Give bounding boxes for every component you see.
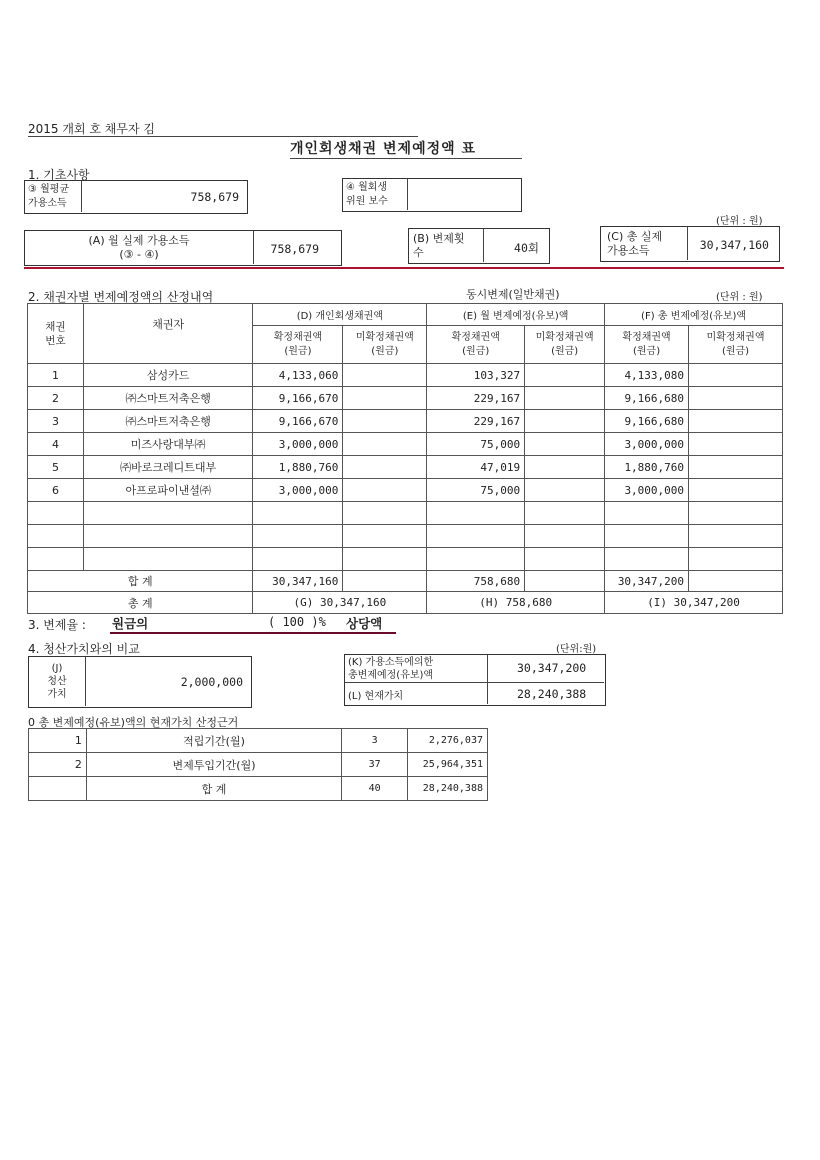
amount-cell	[525, 456, 605, 479]
empty-cell	[28, 548, 84, 571]
L-value: 28,240,388	[517, 687, 587, 701]
sum-F: 30,347,200	[605, 571, 689, 592]
empty-cell	[525, 548, 605, 571]
amount-cell	[343, 456, 427, 479]
table-row	[28, 364, 783, 387]
amount-cell	[343, 433, 427, 456]
pv-table	[28, 728, 488, 801]
J-value: 2,000,000	[180, 675, 243, 689]
creditor-name: ㈜스마트저축은행	[83, 387, 253, 410]
total-label: 총 계	[28, 592, 253, 614]
creditor-table	[27, 303, 783, 614]
K-label: (K) 가용소득에의한 총변제예정(유보)액	[348, 657, 434, 681]
creditor-no: 5	[28, 456, 84, 479]
amount-cell	[689, 433, 783, 456]
monthly-avg-income-label: ③ 월평균 가용소득	[28, 184, 70, 209]
section4-unit: (단위:원)	[556, 644, 597, 655]
amount-cell: 103,327	[427, 364, 525, 387]
sum-E2	[525, 571, 605, 592]
A-box	[24, 230, 342, 266]
section1-title: 1. 기초사항	[28, 168, 90, 182]
creditor-name: 아프로파이낸셜㈜	[83, 479, 253, 502]
pv-label: 합 계	[86, 777, 341, 801]
creditor-name: ㈜스마트저축은행	[83, 410, 253, 433]
table-row	[28, 502, 783, 525]
B-box	[408, 228, 550, 264]
cell-divider	[253, 231, 254, 264]
creditor-name: 미즈사랑대부㈜	[83, 433, 253, 456]
section3-line	[28, 616, 86, 633]
amount-cell	[343, 387, 427, 410]
pv-row	[29, 729, 488, 753]
empty-cell	[427, 548, 525, 571]
amount-cell: 75,000	[427, 479, 525, 502]
empty-cell	[689, 502, 783, 525]
L-label: (L) 현재가치	[348, 691, 404, 702]
sub-header-confirmed: 확정채권액 (원금)	[605, 326, 689, 364]
amount-cell: 4,133,060	[253, 364, 343, 387]
table-row	[28, 410, 783, 433]
empty-cell	[689, 548, 783, 571]
pv-value: 25,964,351	[408, 753, 488, 777]
repayment-suffix: 상당액	[346, 616, 383, 631]
pv-title: 0 총 변제예정(유보)액의 현재가치 산정근거	[28, 716, 239, 729]
table-row	[28, 387, 783, 410]
amount-cell	[343, 364, 427, 387]
total-G: (G) 30,347,160	[253, 592, 427, 614]
section2-title: 2. 채권자별 변제예정액의 산정내역	[28, 290, 214, 304]
monthly-avg-income-value: 758,679	[190, 190, 239, 204]
creditor-name: 삼성카드	[83, 364, 253, 387]
case-number-line: 2015 개회 호 채무자 김	[28, 122, 155, 136]
amount-cell	[689, 364, 783, 387]
pv-value: 28,240,388	[408, 777, 488, 801]
repayment-rate: ( 100 )%	[268, 615, 326, 629]
table-row	[28, 548, 783, 571]
amount-cell: 4,133,080	[605, 364, 689, 387]
amount-cell	[689, 456, 783, 479]
A-value: 758,679	[270, 242, 319, 256]
amount-cell: 3,000,000	[605, 479, 689, 502]
K-value: 30,347,200	[517, 661, 587, 675]
col-F-header: (F) 총 변제예정(유보)액	[605, 304, 783, 326]
creditor-no: 2	[28, 387, 84, 410]
KL-box	[344, 654, 606, 706]
amount-cell	[689, 479, 783, 502]
amount-cell: 1,880,760	[605, 456, 689, 479]
empty-cell	[253, 525, 343, 548]
creditor-name: ㈜바로크레디트대부	[83, 456, 253, 479]
pv-months: 3	[342, 729, 408, 753]
B-value: 40회	[514, 241, 539, 255]
empty-cell	[525, 525, 605, 548]
creditor-no: 6	[28, 479, 84, 502]
amount-cell: 47,019	[427, 456, 525, 479]
sum-label: 합 계	[28, 571, 253, 592]
amount-cell	[525, 479, 605, 502]
amount-cell: 9,166,680	[605, 410, 689, 433]
C-value: 30,347,160	[699, 238, 769, 252]
J-label: (J) 청산 가치	[47, 663, 67, 700]
empty-cell	[605, 548, 689, 571]
cell-divider	[487, 655, 488, 704]
table-row	[28, 433, 783, 456]
amount-cell	[343, 410, 427, 433]
col-D-header: (D) 개인회생채권액	[253, 304, 427, 326]
repayment-basis: 원금의	[112, 616, 149, 631]
repayment-rate-prefix: 3. 변제율 :	[28, 618, 86, 632]
sub-header-confirmed: 확정채권액 (원금)	[253, 326, 343, 364]
C-label: (C) 총 실제 가용소득	[607, 230, 663, 257]
document-title: 개인회생채권 변제예정액 표	[290, 141, 477, 157]
amount-cell	[525, 410, 605, 433]
empty-cell	[427, 502, 525, 525]
empty-cell	[343, 502, 427, 525]
sub-header-unconfirmed: 미확정채권액 (원금)	[525, 326, 605, 364]
total-H: (H) 758,680	[427, 592, 605, 614]
amount-cell: 229,167	[427, 410, 525, 433]
sum-F2	[689, 571, 783, 592]
sub-header-confirmed: 확정채권액 (원금)	[427, 326, 525, 364]
section1-unit: (단위 : 원)	[716, 216, 763, 227]
sub-header-unconfirmed: 미확정채권액 (원금)	[689, 326, 783, 364]
row-divider	[345, 682, 604, 683]
J-box	[28, 656, 252, 708]
amount-cell: 75,000	[427, 433, 525, 456]
empty-cell	[525, 502, 605, 525]
empty-cell	[253, 548, 343, 571]
col-no-header: 채권 번호	[28, 304, 84, 364]
col-creditor-header: 채권자	[83, 304, 253, 364]
A-label: (A) 월 실제 가용소득 (③ - ④)	[88, 234, 190, 261]
cell-divider	[407, 179, 408, 210]
C-box	[600, 226, 780, 262]
header-underline	[28, 136, 418, 137]
amount-cell: 3,000,000	[605, 433, 689, 456]
section4-title: 4. 청산가치와의 비교	[28, 642, 140, 656]
creditor-no: 4	[28, 433, 84, 456]
creditor-no: 1	[28, 364, 84, 387]
cell-divider	[483, 229, 484, 262]
empty-cell	[253, 502, 343, 525]
red-divider	[24, 267, 784, 269]
creditor-no: 3	[28, 410, 84, 433]
amount-cell: 3,000,000	[253, 479, 343, 502]
amount-cell: 1,880,760	[253, 456, 343, 479]
table-row	[28, 525, 783, 548]
sum-D: 30,347,160	[253, 571, 343, 592]
empty-cell	[605, 502, 689, 525]
pv-row	[29, 753, 488, 777]
empty-cell	[427, 525, 525, 548]
trustee-fee-box	[342, 178, 522, 212]
pv-row	[29, 777, 488, 801]
amount-cell	[689, 387, 783, 410]
amount-cell: 9,166,680	[605, 387, 689, 410]
sum-E: 758,680	[427, 571, 525, 592]
total-I: (I) 30,347,200	[605, 592, 783, 614]
amount-cell: 9,166,670	[253, 410, 343, 433]
empty-cell	[689, 525, 783, 548]
amount-cell: 229,167	[427, 387, 525, 410]
pv-months: 37	[342, 753, 408, 777]
cell-divider	[81, 181, 82, 212]
empty-cell	[343, 548, 427, 571]
amount-cell: 3,000,000	[253, 433, 343, 456]
empty-cell	[83, 525, 253, 548]
monthly-avg-income-box	[24, 180, 248, 214]
empty-cell	[605, 525, 689, 548]
pv-no: 2	[29, 753, 87, 777]
pv-months: 40	[342, 777, 408, 801]
empty-cell	[28, 525, 84, 548]
B-label: (B) 변제횟 수	[413, 232, 465, 259]
pv-value: 2,276,037	[408, 729, 488, 753]
pv-label: 변제투입기간(월)	[86, 753, 341, 777]
amount-cell	[525, 433, 605, 456]
cell-divider	[687, 227, 688, 260]
section2-subtitle: 동시변제(일반채권)	[466, 288, 560, 301]
amount-cell	[343, 479, 427, 502]
empty-cell	[28, 502, 84, 525]
col-E-header: (E) 월 변제예정(유보)액	[427, 304, 605, 326]
cell-divider	[85, 657, 86, 706]
pv-no: 1	[29, 729, 87, 753]
empty-cell	[83, 548, 253, 571]
empty-cell	[343, 525, 427, 548]
amount-cell	[689, 410, 783, 433]
empty-cell	[83, 502, 253, 525]
rate-underline	[110, 632, 396, 634]
sub-header-unconfirmed: 미확정채권액 (원금)	[343, 326, 427, 364]
amount-cell	[525, 364, 605, 387]
title-underline	[290, 158, 522, 159]
amount-cell: 9,166,670	[253, 387, 343, 410]
sum-D2	[343, 571, 427, 592]
trustee-fee-label: ④ 월회생 위원 보수	[346, 182, 388, 207]
pv-label: 적립기간(월)	[86, 729, 341, 753]
section2-unit: (단위 : 원)	[716, 292, 763, 303]
pv-no	[29, 777, 87, 801]
table-row	[28, 479, 783, 502]
table-row	[28, 456, 783, 479]
amount-cell	[525, 387, 605, 410]
